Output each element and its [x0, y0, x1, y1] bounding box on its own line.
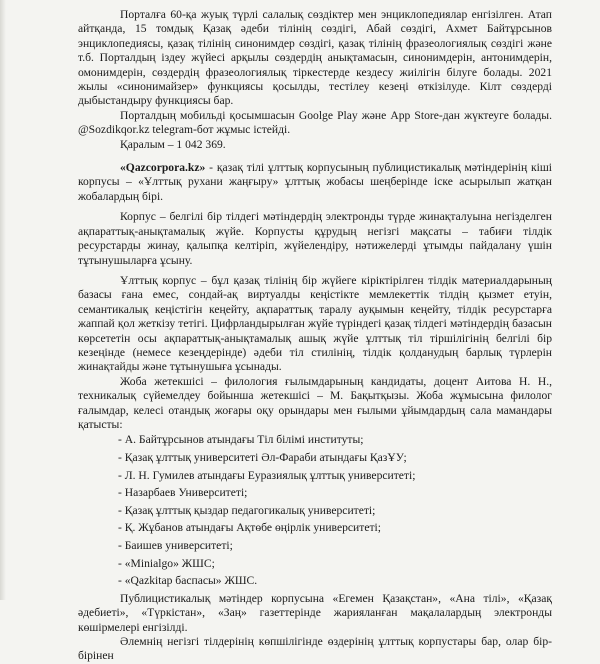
list-item: - «Minialgo» ЖШС; — [118, 556, 215, 570]
paragraph-portal-dictionaries: Порталға 60-қа жуық түрлі салалық сөздіктер мен энциклопедиялар енгізілген. Атап айтқанда, 15 томдық Қазақ әдеби тілінің сөздігі, Абай сөздігі, Ахмет Байтұрсынов энциклопедиясы, қазақ тілінің синонимдер сөздігі, қазақ тілінің фразеологиялық сөздігі және т.б. Порталдың іздеу жүйесі арқылы сөздердің анықтамасын, синонимдерін, антонимдерін, омонимдерін, сөздердің фразеологиялық тіркестерде кездесу жиілігін білуге болады. 2021 жылы «синонимайзер» функциясы қосылды, тестілеу кезеңі өткізілуде. Кілт сөздерді дыбыстандыру функциясы бар. — [78, 8, 552, 108]
list-item: - «Qazkitap баспасы» ЖШС. — [118, 574, 258, 588]
list-item: - Баишев университеті; — [118, 538, 233, 552]
paragraph-national-corpus: Ұлттық корпус – бұл қазақ тілінің бір жүйеге кіріктірілген тілдік материалдарының базасы ғана емес, сондай-ақ виртуалды кеңістікте мемлекеттік тілдің қызмет етуін, семантикалық кеңістігін кеңейту, ақпараттық таралу ауқымын кеңейту, тілдік ресурстарға жаппай қол жеткізу тетігі. Цифрландырылған жүйе түріндегі қазақ тілдегі мәтіндердің базасын көрсететін осы ақпараттық-анықтамалық ашық жүйе ұлттық тіл тіршілігінің белгілі бір кезеңінде (немесе кезеңдерінде) әдеби тіл стилінің, тілдік қолданудың барлық түрлерін жинақтайды және тұтынушыға ұсынады. — [78, 273, 552, 374]
list-item: - Қ. Жұбанов атындағы Ақтөбе өңірлік университеті; — [118, 521, 381, 535]
qazcorpora-name: «Qazcorpora.kz» — [120, 161, 206, 175]
paragraph-world-corpora: Әлемнің негізгі тілдерінің көпшілігінде өздерінің ұлттық корпустары бар, олар бір-бірінен — [78, 634, 552, 663]
paragraph-mobile-app: Порталдың мобильді қосымшасын Goolge Play және App Store-дан жүктеуге болады. @Sozdikqor.kz telegram-бот жұмыс істейді. — [78, 108, 552, 137]
paragraph-qazcorpora — [78, 161, 552, 204]
scan-edge — [0, 0, 6, 600]
list-item: - Қазақ ұлттық университеті Әл-Фараби атындағы ҚазҰУ; — [118, 450, 407, 464]
participants-list — [78, 433, 552, 588]
paragraph-publicistic-sources: Публицистикалық мәтіндер корпусына «Егемен Қазақстан», «Ана тілі», «Қазақ әдебиеті», «Түркістан», «Заң» газеттерінде жарияланған мақалалардың электронды көшірмелері енгізілді. — [78, 591, 552, 634]
list-item: - Қазақ ұлттық қыздар педагогикалық университеті; — [118, 503, 376, 517]
paragraph-corpus-definition: Корпус – белгілі бір тілдегі мәтіндердің электронды түрде жинақталуына негізделген ақпараттық-анықтамалық жүйе. Корпусты құрудың негізгі мақсаты – табиғи тілдік ресурстарды жинау, қалыпқа келтіріп, жүйелендіру, нәтижелерді ұтымды пайдалану үшін тұтынушыларға ұсыну. — [78, 210, 552, 267]
paragraph-project-leaders: Жоба жетекшісі – филология ғылымдарының кандидаты, доцент Аитова Н. Н., техникалық сүйемелдеу бойынша жетекшісі – М. Бақытқызы. Жоба жұмысына филолог ғалымдар, келесі отандық жоғары оқу орындары мен ғылыми ұйымдардың сала мамандары қатысты: — [78, 374, 552, 431]
list-item: - Назарбаев Университеті; — [118, 486, 248, 500]
qazcorpora-description: - қазақ тілі ұлттық корпусының публицистикалық мәтіндерінің кіші корпусы – «Ұлттық рухани жаңғыру» ұлттық жобасы шеңберінде іске асырылып жатқан жобалардың бірі. — [78, 161, 552, 203]
list-item: - А. Байтұрсынов атындағы Тіл білімі институты; — [118, 433, 364, 447]
list-item: - Л. Н. Гумилев атындағы Еуразиялық ұлттық университеті; — [118, 468, 416, 482]
paragraph-views-count: Қаралым – 1 042 369. — [120, 137, 226, 151]
